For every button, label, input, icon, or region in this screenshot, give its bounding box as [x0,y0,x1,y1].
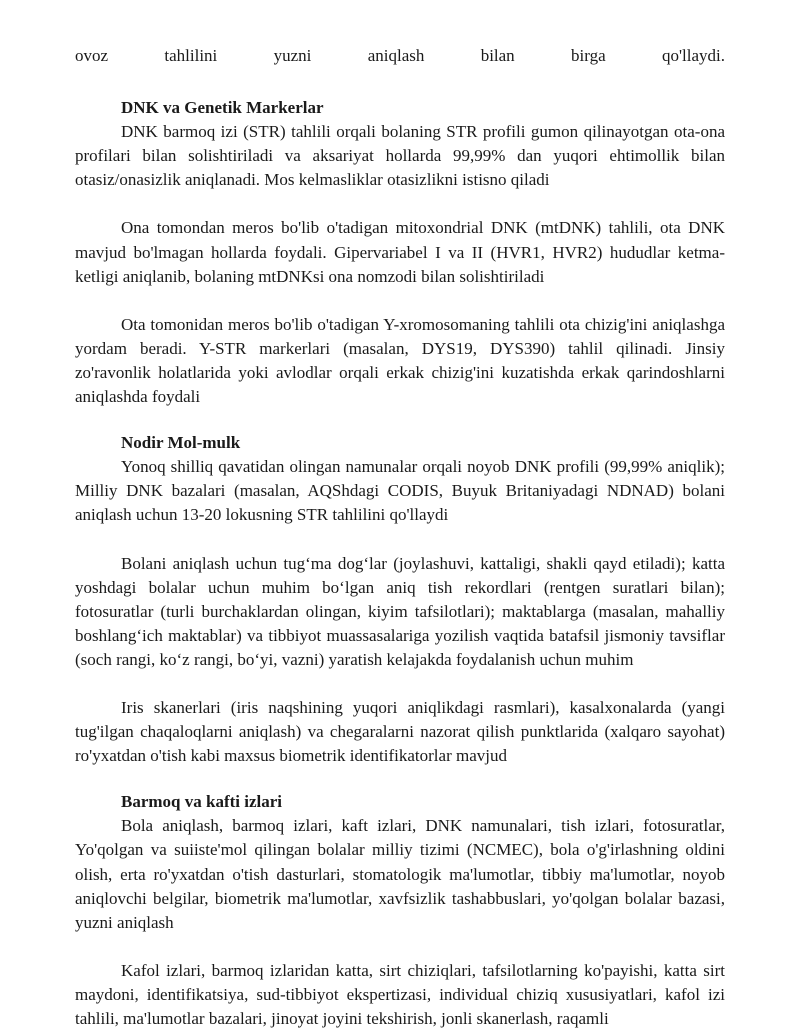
lead-word: birga [571,46,606,65]
lead-word: ovoz [75,46,109,65]
section-nodir-mol-mulk [75,431,725,768]
paragraph: Bolani aniqlash uchun tug‘ma dog‘lar (joylashuvi, kattaligi, shakli qayd etiladi); katta yoshdagi bolalar uchun muhim bo‘lgan aniq tish rekordlari (rentgen suratlari bilan); fotosuratlar (turli burchaklardan olingan, kiyim tafsilotlari); maktablarga (masalan, mahalliy boshlang‘ich maktablar) va tibbiyot muassasalariga yozilish vaqtida batafsil jismoniy tavsiflar (soch rangi, ko‘z rangi, bo‘yi, vazni) yaratish kelajakda foydalanish uchun muhim [75,553,725,669]
section-barmoq-izlari [75,790,725,1031]
paragraph: Kafol izlari, barmoq izlaridan katta, sirt chiziqlari, tafsilotlarning ko'payishi, katta sirt maydoni, identifikatsiya, sud-tibbiyot ekspertizasi, individual chiziq xususiyatlari, kafol izi tahlili, ma'lumotlar bazalari, jinoyat joyini tekshirish, jonli skanerlash, raqamli [75,960,725,1028]
paragraph: DNK barmoq izi (STR) tahlili orqali bolaning STR profili gumon qilinayotgan ota-ona profilari bilan solishtiriladi va aksariyat hollarda 99,99% dan yuqori ehtimollik bilan otasiz/onasizlik aniqlanadi. Mos kelmasliklar otasizlikni istisno qiladi [75,122,725,190]
lead-word: bilan [480,46,515,65]
paragraph: Yonoq shilliq qavatidan olingan namunalar orqali noyob DNK profili (99,99% aniqlik); Milliy DNK bazalari (masalan, AQShdagi CODIS, Buyuk Britaniyadagi NDNAD) bolani aniqlash uchun 13-20 lokusning STR tahlilini qo'llaydi [75,457,725,525]
section-heading: Barmoq va kafti izlari [121,792,283,812]
paragraph: Iris skanerlari (iris naqshining yuqori aniqlikdagi rasmlari), kasalxonalarda (yangi tug'ilgan chaqaloqlarni aniqlash) va chegaralarni nazorat qilish punktlarida (xalqaro sayohat) ro'yxatdan o'tish kabi maxsus biometrik identifikatorlar mavjud [75,697,725,766]
section-heading: DNK va Genetik Markerlar [121,98,324,118]
lead-word: yuzni [273,46,312,65]
paragraph: Ona tomondan meros bo'lib o'tadigan mitoxondrial DNK (mtDNK) tahlili, ota DNK mavjud bo'lmagan hollarda foydali. Gipervariabel I va II (HVR1, HVR2) hududlar ketma-ketligi aniqlanib, bolaning mtDNKsi ona nomzodi bilan solishtiriladi [75,218,725,286]
lead-line [75,44,725,68]
lead-word: tahlilini [164,46,218,65]
section-heading: Nodir Mol-mulk [121,433,241,453]
lead-word: aniqlash [367,46,425,65]
lead-word: qo'llaydi. [661,46,725,65]
paragraph: Bola aniqlash, barmoq izlari, kaft izlari, DNK namunalari, tish izlari, fotosuratlar, Yo'qolgan va suiiste'mol qilingan bolalar milliy tizimi (NCMEC), bola o'g'irlashning oldini olish, erta ro'yxatdan o'tish dasturlari, stomatologik ma'lumotlar, tibbiy ma'lumotlar, noyob aniqlovchi belgilar, biometrik ma'lumotlar, xavfsizlik tashabbuslari, yo'qolgan bolalar bazasi, yuzni aniqlash [75,816,725,932]
paragraph: Ota tomonidan meros bo'lib o'tadigan Y-xromosomaning tahlili ota chizig'ini aniqlashga yordam beradi. Y-STR markerlari (masalan, DYS19, DYS390) tahlil qilinadi. Jinsiy zo'ravonlik holatlarida yoki avlodlar orqali erkak chizig'ini kuzatishda erkak qarindoshlarni aniqlashda foydali [75,314,725,407]
section-dnk [75,96,725,409]
